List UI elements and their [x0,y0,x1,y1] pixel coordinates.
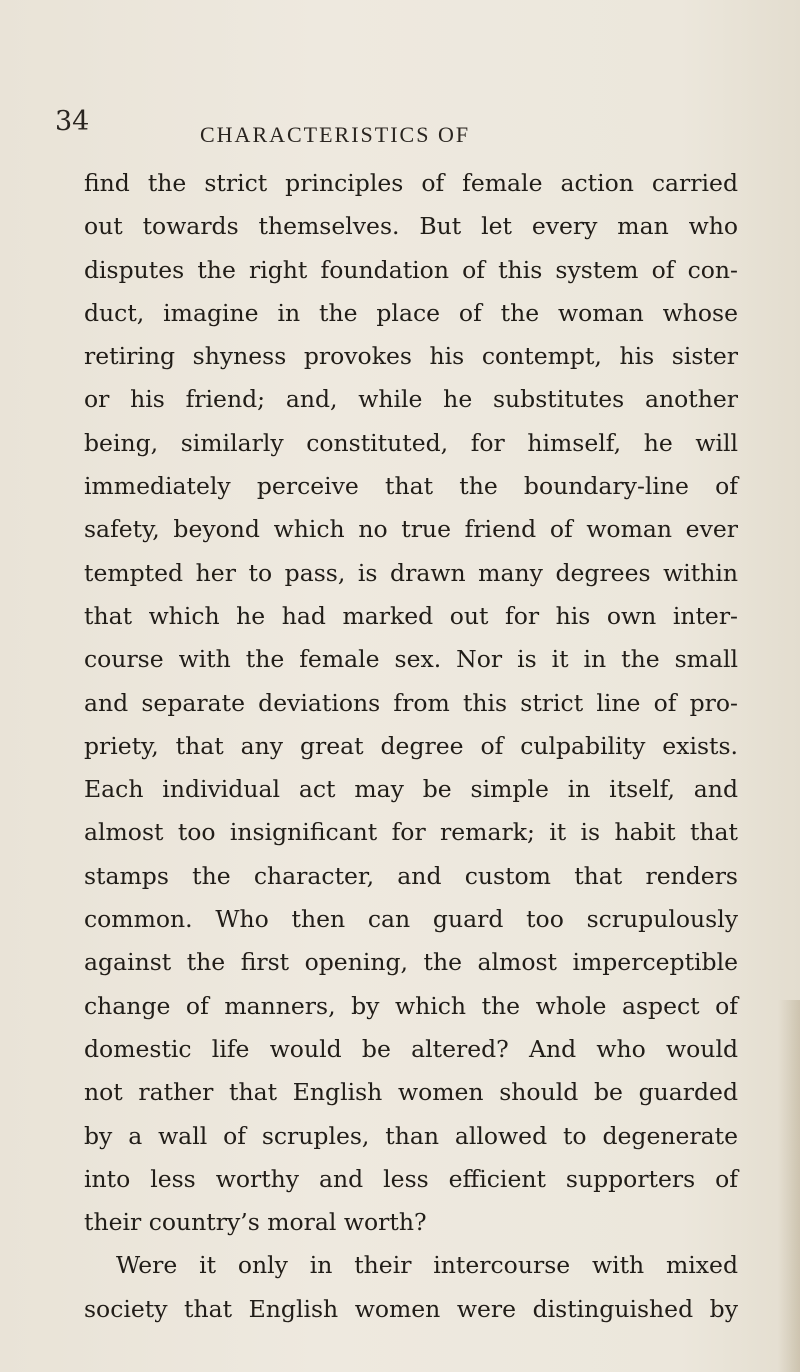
text-line: against the first opening, the almost imperceptible [84,948,738,977]
page-number: 34 [55,106,90,137]
text-line: society that English women were distinguished by [84,1294,738,1323]
text-line: tempted her to pass, is drawn many degrees within [84,558,738,587]
text-line: immediately perceive that the boundary-line of [84,472,738,501]
body-text [84,162,738,1331]
text-line: almost too insignificant for remark; it is habit that [84,818,738,847]
text-line: common. Who then can guard too scrupulously [84,905,738,934]
text-line: Were it only in their intercourse with mixed [116,1251,738,1280]
text-line: by a wall of scruples, than allowed to degenerate [84,1121,738,1150]
text-line: priety, that any great degree of culpability exists. [84,731,738,760]
text-line: that which he had marked out for his own inter- [84,601,738,630]
text-line: out towards themselves. But let every man who [84,212,738,241]
text-line: Each individual act may be simple in itself, and [84,775,738,804]
text-line: disputes the right foundation of this system of con- [84,255,738,284]
text-line: not rather that English women should be guarded [84,1078,738,1107]
text-line: domestic life would be altered? And who would [84,1034,738,1063]
running-head: CHARACTERISTICS OF [200,122,471,147]
text-line: and separate deviations from this strict line of pro- [84,688,738,717]
text-line: into less worthy and less efficient supporters of [84,1164,738,1193]
text-line: or his friend; and, while he substitutes another [84,385,738,414]
text-line: course with the female sex. Nor is it in the small [84,645,738,674]
text-line: retiring shyness provokes his contempt, his sister [84,342,738,371]
text-line: safety, beyond which no true friend of woman ever [84,515,738,544]
text-line: duct, imagine in the place of the woman whose [84,298,738,327]
text-line: stamps the character, and custom that renders [84,861,738,890]
page-edge-shadow [778,1000,800,1372]
text-line: being, similarly constituted, for himself, he will [84,428,738,457]
text-line: find the strict principles of female action carried [84,169,738,197]
text-line: change of manners, by which the whole aspect of [84,991,738,1020]
text-line: their country’s moral worth? [84,1208,427,1237]
